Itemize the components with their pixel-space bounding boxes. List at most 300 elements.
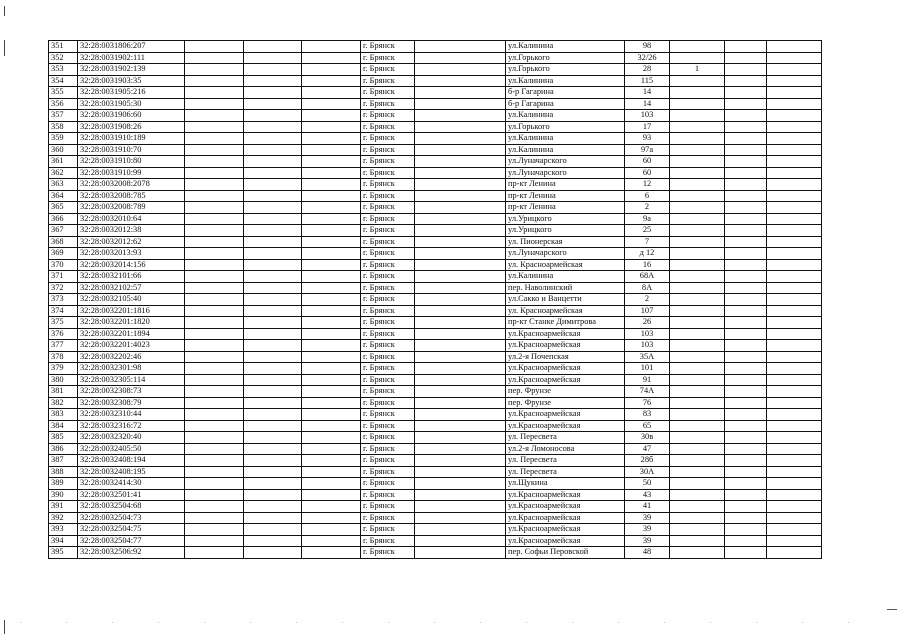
extra-cell [670, 41, 725, 53]
row-number-cell: 387 [49, 455, 78, 467]
table-row [49, 512, 822, 524]
empty-cell [725, 52, 767, 64]
table-row [49, 98, 822, 110]
empty-cell [244, 64, 302, 76]
empty-cell [185, 409, 244, 421]
street-cell: ул. Красноармейская [506, 259, 625, 271]
cadastral-number-cell: 32:28:0032308:73 [78, 386, 185, 398]
empty-cell [244, 248, 302, 260]
city-cell: г. Брянск [361, 489, 415, 501]
row-number-cell: 382 [49, 397, 78, 409]
house-number-cell: 97а [625, 144, 670, 156]
empty-cell [725, 386, 767, 398]
table-row [49, 374, 822, 386]
empty-cell [415, 144, 506, 156]
empty-cell [302, 443, 361, 455]
empty-cell [725, 271, 767, 283]
house-number-cell: 39 [625, 524, 670, 536]
street-cell: ул.Красноармейская [506, 409, 625, 421]
empty-cell [767, 110, 822, 122]
table-row [49, 363, 822, 375]
empty-cell [244, 52, 302, 64]
extra-cell [670, 248, 725, 260]
extra-cell [670, 478, 725, 490]
empty-cell [725, 75, 767, 87]
empty-cell [415, 547, 506, 559]
street-cell: ул.Урицкого [506, 213, 625, 225]
property-register-table [48, 40, 822, 559]
empty-cell [302, 190, 361, 202]
empty-cell [185, 87, 244, 99]
empty-cell [767, 432, 822, 444]
city-cell: г. Брянск [361, 455, 415, 467]
city-cell: г. Брянск [361, 328, 415, 340]
row-number-cell: 384 [49, 420, 78, 432]
scan-edge-mark [4, 620, 5, 634]
empty-cell [185, 202, 244, 214]
empty-cell [725, 64, 767, 76]
street-cell: ул.Луначарского [506, 167, 625, 179]
empty-cell [415, 501, 506, 513]
extra-cell [670, 547, 725, 559]
empty-cell [185, 340, 244, 352]
house-number-cell: 74А [625, 386, 670, 398]
cadastral-number-cell: 32:28:0032201:1820 [78, 317, 185, 329]
empty-cell [244, 236, 302, 248]
row-number-cell: 394 [49, 535, 78, 547]
empty-cell [725, 202, 767, 214]
empty-cell [302, 121, 361, 133]
empty-cell [725, 478, 767, 490]
house-number-cell: 8А [625, 282, 670, 294]
row-number-cell: 373 [49, 294, 78, 306]
extra-cell [670, 409, 725, 421]
empty-cell [725, 87, 767, 99]
table-row [49, 87, 822, 99]
cadastral-number-cell: 32:28:0031910:189 [78, 133, 185, 145]
empty-cell [725, 489, 767, 501]
street-cell: ул.Красноармейская [506, 535, 625, 547]
row-number-cell: 374 [49, 305, 78, 317]
empty-cell [244, 397, 302, 409]
house-number-cell: 7 [625, 236, 670, 248]
table-row [49, 351, 822, 363]
empty-cell [725, 443, 767, 455]
row-number-cell: 366 [49, 213, 78, 225]
empty-cell [415, 248, 506, 260]
empty-cell [767, 455, 822, 467]
row-number-cell: 381 [49, 386, 78, 398]
city-cell: г. Брянск [361, 87, 415, 99]
empty-cell [185, 41, 244, 53]
empty-cell [415, 64, 506, 76]
extra-cell [670, 455, 725, 467]
empty-cell [244, 374, 302, 386]
empty-cell [302, 64, 361, 76]
empty-cell [244, 455, 302, 467]
empty-cell [415, 455, 506, 467]
row-number-cell: 379 [49, 363, 78, 375]
empty-cell [302, 409, 361, 421]
row-number-cell: 393 [49, 524, 78, 536]
empty-cell [244, 420, 302, 432]
empty-cell [302, 110, 361, 122]
house-number-cell: 50 [625, 478, 670, 490]
table-row [49, 133, 822, 145]
empty-cell [767, 512, 822, 524]
extra-cell [670, 121, 725, 133]
empty-cell [244, 443, 302, 455]
cadastral-number-cell: 32:28:0032008:2078 [78, 179, 185, 191]
empty-cell [185, 432, 244, 444]
empty-cell [302, 351, 361, 363]
cadastral-number-cell: 32:28:0032320:40 [78, 432, 185, 444]
empty-cell [244, 386, 302, 398]
street-cell: ул. Пионерская [506, 236, 625, 248]
row-number-cell: 359 [49, 133, 78, 145]
extra-cell [670, 98, 725, 110]
street-cell: ул.Красноармейская [506, 501, 625, 513]
city-cell: г. Брянск [361, 248, 415, 260]
city-cell: г. Брянск [361, 547, 415, 559]
empty-cell [725, 374, 767, 386]
empty-cell [302, 144, 361, 156]
row-number-cell: 383 [49, 409, 78, 421]
extra-cell [670, 87, 725, 99]
extra-cell [670, 202, 725, 214]
empty-cell [767, 144, 822, 156]
house-number-cell: 39 [625, 512, 670, 524]
house-number-cell: 115 [625, 75, 670, 87]
city-cell: г. Брянск [361, 41, 415, 53]
row-number-cell: 391 [49, 501, 78, 513]
cadastral-number-cell: 32:28:0032501:41 [78, 489, 185, 501]
empty-cell [767, 535, 822, 547]
empty-cell [244, 179, 302, 191]
empty-cell [302, 305, 361, 317]
empty-cell [244, 466, 302, 478]
extra-cell [670, 52, 725, 64]
extra-cell [670, 501, 725, 513]
empty-cell [767, 363, 822, 375]
empty-cell [185, 133, 244, 145]
table-row [49, 225, 822, 237]
table-row [49, 202, 822, 214]
cadastral-number-cell: 32:28:0031908:26 [78, 121, 185, 133]
empty-cell [302, 489, 361, 501]
empty-cell [725, 420, 767, 432]
cadastral-number-cell: 32:28:0032308:79 [78, 397, 185, 409]
cadastral-number-cell: 32:28:0032101:66 [78, 271, 185, 283]
empty-cell [302, 41, 361, 53]
empty-cell [725, 455, 767, 467]
street-cell: ул.Горького [506, 64, 625, 76]
city-cell: г. Брянск [361, 409, 415, 421]
empty-cell [725, 351, 767, 363]
extra-cell [670, 305, 725, 317]
empty-cell [302, 386, 361, 398]
empty-cell [415, 202, 506, 214]
extra-cell [670, 317, 725, 329]
table-row [49, 248, 822, 260]
cadastral-number-cell: 32:28:0031902:139 [78, 64, 185, 76]
empty-cell [725, 432, 767, 444]
empty-cell [185, 455, 244, 467]
cadastral-number-cell: 32:28:0032201:4023 [78, 340, 185, 352]
empty-cell [767, 351, 822, 363]
house-number-cell: 16 [625, 259, 670, 271]
empty-cell [415, 179, 506, 191]
empty-cell [767, 167, 822, 179]
empty-cell [302, 259, 361, 271]
empty-cell [767, 225, 822, 237]
empty-cell [185, 271, 244, 283]
empty-cell [244, 363, 302, 375]
extra-cell [670, 443, 725, 455]
cadastral-number-cell: 32:28:0032012:62 [78, 236, 185, 248]
empty-cell [415, 282, 506, 294]
empty-cell [725, 110, 767, 122]
empty-cell [415, 328, 506, 340]
cadastral-number-cell: 32:28:0032013:93 [78, 248, 185, 260]
cadastral-number-cell: 32:28:0032408:194 [78, 455, 185, 467]
empty-cell [725, 213, 767, 225]
empty-cell [244, 202, 302, 214]
empty-cell [415, 535, 506, 547]
empty-cell [185, 156, 244, 168]
empty-cell [725, 282, 767, 294]
empty-cell [185, 294, 244, 306]
row-number-cell: 376 [49, 328, 78, 340]
empty-cell [302, 466, 361, 478]
empty-cell [302, 52, 361, 64]
street-cell: пр-кт Станке Димитрова [506, 317, 625, 329]
scan-edge-mark [4, 40, 5, 56]
empty-cell [767, 64, 822, 76]
extra-cell [670, 213, 725, 225]
house-number-cell: 32/26 [625, 52, 670, 64]
empty-cell [185, 386, 244, 398]
extra-cell [670, 225, 725, 237]
street-cell: ул. Красноармейская [506, 305, 625, 317]
empty-cell [767, 133, 822, 145]
empty-cell [302, 524, 361, 536]
extra-cell [670, 535, 725, 547]
empty-cell [302, 271, 361, 283]
street-cell: ул.2-я Почепская [506, 351, 625, 363]
empty-cell [725, 98, 767, 110]
empty-cell [767, 87, 822, 99]
table-row [49, 489, 822, 501]
street-cell: пер. Фрунзе [506, 397, 625, 409]
extra-cell [670, 144, 725, 156]
extra-cell [670, 110, 725, 122]
table-row [49, 64, 822, 76]
empty-cell [767, 41, 822, 53]
city-cell: г. Брянск [361, 121, 415, 133]
city-cell: г. Брянск [361, 282, 415, 294]
cadastral-number-cell: 32:28:0032506:92 [78, 547, 185, 559]
empty-cell [185, 248, 244, 260]
empty-cell [415, 397, 506, 409]
table-row [49, 167, 822, 179]
cadastral-number-cell: 32:28:0031806:207 [78, 41, 185, 53]
empty-cell [767, 190, 822, 202]
empty-cell [185, 121, 244, 133]
row-number-cell: 367 [49, 225, 78, 237]
city-cell: г. Брянск [361, 167, 415, 179]
empty-cell [415, 432, 506, 444]
empty-cell [725, 501, 767, 513]
row-number-cell: 380 [49, 374, 78, 386]
street-cell: ул.Урицкого [506, 225, 625, 237]
house-number-cell: 83 [625, 409, 670, 421]
empty-cell [725, 363, 767, 375]
empty-cell [767, 305, 822, 317]
house-number-cell: 103 [625, 328, 670, 340]
street-cell: ул.Красноармейская [506, 420, 625, 432]
scan-edge-mark [887, 609, 897, 610]
empty-cell [767, 294, 822, 306]
empty-cell [767, 282, 822, 294]
empty-cell [185, 144, 244, 156]
cadastral-number-cell: 32:28:0031905:216 [78, 87, 185, 99]
empty-cell [725, 328, 767, 340]
empty-cell [302, 156, 361, 168]
street-cell: ул.Красноармейская [506, 489, 625, 501]
street-cell: ул.Красноармейская [506, 340, 625, 352]
house-number-cell: 91 [625, 374, 670, 386]
empty-cell [725, 524, 767, 536]
empty-cell [185, 110, 244, 122]
empty-cell [302, 167, 361, 179]
row-number-cell: 385 [49, 432, 78, 444]
table-row [49, 317, 822, 329]
empty-cell [244, 535, 302, 547]
empty-cell [244, 225, 302, 237]
empty-cell [767, 52, 822, 64]
empty-cell [415, 121, 506, 133]
street-cell: ул.Щукина [506, 478, 625, 490]
empty-cell [185, 259, 244, 271]
row-number-cell: 378 [49, 351, 78, 363]
city-cell: г. Брянск [361, 374, 415, 386]
empty-cell [185, 351, 244, 363]
street-cell: ул.Красноармейская [506, 328, 625, 340]
empty-cell [725, 409, 767, 421]
empty-cell [725, 535, 767, 547]
row-number-cell: 389 [49, 478, 78, 490]
extra-cell [670, 397, 725, 409]
table-row [49, 455, 822, 467]
table-row [49, 305, 822, 317]
empty-cell [767, 524, 822, 536]
empty-cell [767, 202, 822, 214]
empty-cell [185, 236, 244, 248]
empty-cell [302, 225, 361, 237]
empty-cell [725, 133, 767, 145]
table-row [49, 432, 822, 444]
empty-cell [725, 121, 767, 133]
empty-cell [185, 524, 244, 536]
cadastral-number-cell: 32:28:0032504:77 [78, 535, 185, 547]
city-cell: г. Брянск [361, 64, 415, 76]
empty-cell [302, 236, 361, 248]
empty-cell [415, 409, 506, 421]
city-cell: г. Брянск [361, 225, 415, 237]
street-cell: ул.Сакко и Ванцетти [506, 294, 625, 306]
house-number-cell: 60 [625, 167, 670, 179]
empty-cell [415, 110, 506, 122]
city-cell: г. Брянск [361, 512, 415, 524]
empty-cell [415, 52, 506, 64]
empty-cell [767, 478, 822, 490]
table-row [49, 420, 822, 432]
cadastral-number-cell: 32:28:0032202:46 [78, 351, 185, 363]
extra-cell [670, 328, 725, 340]
empty-cell [302, 432, 361, 444]
empty-cell [244, 98, 302, 110]
street-cell: ул.Красноармейская [506, 363, 625, 375]
empty-cell [302, 75, 361, 87]
table-row [49, 52, 822, 64]
cadastral-number-cell: 32:28:0032414:30 [78, 478, 185, 490]
city-cell: г. Брянск [361, 524, 415, 536]
street-cell: ул. Пересвета [506, 455, 625, 467]
street-cell: ул.Горького [506, 52, 625, 64]
cadastral-number-cell: 32:28:0032008:789 [78, 202, 185, 214]
house-number-cell: 6 [625, 190, 670, 202]
city-cell: г. Брянск [361, 294, 415, 306]
row-number-cell: 357 [49, 110, 78, 122]
table-row [49, 156, 822, 168]
table-row [49, 478, 822, 490]
cadastral-number-cell: 32:28:0032504:75 [78, 524, 185, 536]
empty-cell [725, 236, 767, 248]
empty-cell [185, 535, 244, 547]
cadastral-number-cell: 32:28:0032201:1894 [78, 328, 185, 340]
cadastral-number-cell: 32:28:0031903:35 [78, 75, 185, 87]
empty-cell [415, 133, 506, 145]
empty-cell [185, 363, 244, 375]
extra-cell [670, 363, 725, 375]
empty-cell [244, 167, 302, 179]
house-number-cell: 12 [625, 179, 670, 191]
cadastral-number-cell: 32:28:0032405:50 [78, 443, 185, 455]
street-cell: пр-кт Ленина [506, 202, 625, 214]
street-cell: ул.Калинина [506, 75, 625, 87]
house-number-cell: 14 [625, 98, 670, 110]
empty-cell [725, 466, 767, 478]
empty-cell [185, 374, 244, 386]
house-number-cell: 25 [625, 225, 670, 237]
empty-cell [767, 248, 822, 260]
empty-cell [415, 167, 506, 179]
cadastral-number-cell: 32:28:0032201:1816 [78, 305, 185, 317]
empty-cell [244, 328, 302, 340]
city-cell: г. Брянск [361, 110, 415, 122]
empty-cell [725, 156, 767, 168]
row-number-cell: 390 [49, 489, 78, 501]
extra-cell [670, 179, 725, 191]
street-cell: ул. Пересвета [506, 432, 625, 444]
house-number-cell: 35А [625, 351, 670, 363]
empty-cell [185, 397, 244, 409]
extra-cell [670, 466, 725, 478]
house-number-cell: 17 [625, 121, 670, 133]
empty-cell [302, 512, 361, 524]
empty-cell [185, 328, 244, 340]
